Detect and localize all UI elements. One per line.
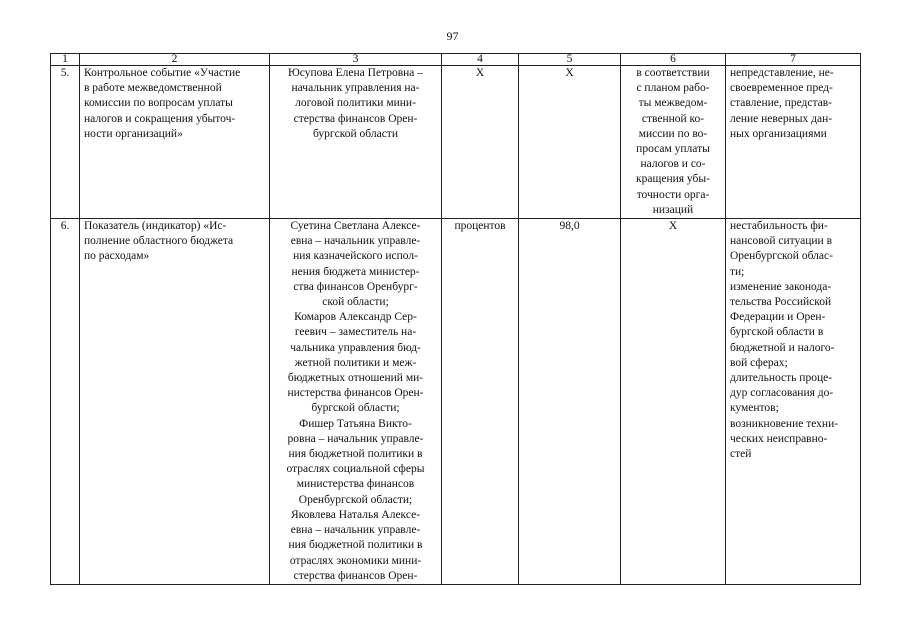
row-number: 6. — [51, 219, 80, 585]
cell-responsible: Юсупова Елена Петровна – начальник управления на- логовой политики мини- стерства финансов Орен- бургской области — [270, 66, 442, 219]
cell-unit: процентов — [442, 219, 519, 585]
cell-indicator-name: Показатель (индикатор) «Ис- полнение областного бюджета по расходам» — [80, 219, 270, 585]
page-number: 97 — [446, 29, 459, 43]
header-cell: 5 — [519, 54, 621, 66]
cell-event-name: Контрольное событие «Участие в работе межведомственной комиссии по вопросам уплаты налогов и сокращения убыточ- ности организаций» — [80, 66, 270, 219]
cell-risks: нестабильность фи- нансовой ситуации в Оренбургской облас- ти; изменение законода- тельства Российской Федерации и Орен- бургской области в бюджетной и налого- вой сферах; длительность проце- дур согласования до- кументов; возникновение техни- ческих неисправно- стей — [726, 219, 861, 585]
cell-value: 98,0 — [519, 219, 621, 585]
cell-deadline: в соответствии с планом рабо- ты межведом- ственной ко- миссии по во- просам уплаты налогов и со- кращения убы- точности орга- низаций — [621, 66, 726, 219]
header-cell: 1 — [51, 54, 80, 66]
table-row — [51, 66, 861, 219]
header-cell: 6 — [621, 54, 726, 66]
cell-value: Х — [519, 66, 621, 219]
cell-risks: непредставление, не- своевременное пред- ставление, представ- ление неверных дан- ных организациями — [726, 66, 861, 219]
cell-unit: Х — [442, 66, 519, 219]
header-cell: 7 — [726, 54, 861, 66]
header-cell: 3 — [270, 54, 442, 66]
table-header-row — [51, 54, 861, 66]
cell-responsible: Суетина Светлана Алексе- евна – начальник управле- ния казначейского испол- нения бюджета министер- ства финансов Оренбург- ской области; Комаров Александр Сер- геевич – заместитель на- чальника управления бюд- жетной политики и меж- бюджетных отношений ми- нистерства финансов Орен- бургской области; Фишер Татьяна Викто- ровна – начальник управле- ния бюджетной политики в отраслях социальной сферы министерства финансов Оренбургской области; Яковлева Наталья Алексе- евна – начальник управле- ния бюджетной политики в отраслях экономики мини- стерства финансов Орен- — [270, 219, 442, 585]
table-row — [51, 219, 861, 585]
main-table — [50, 53, 861, 585]
header-cell: 2 — [80, 54, 270, 66]
cell-deadline: Х — [621, 219, 726, 585]
row-number: 5. — [51, 66, 80, 219]
header-cell: 4 — [442, 54, 519, 66]
